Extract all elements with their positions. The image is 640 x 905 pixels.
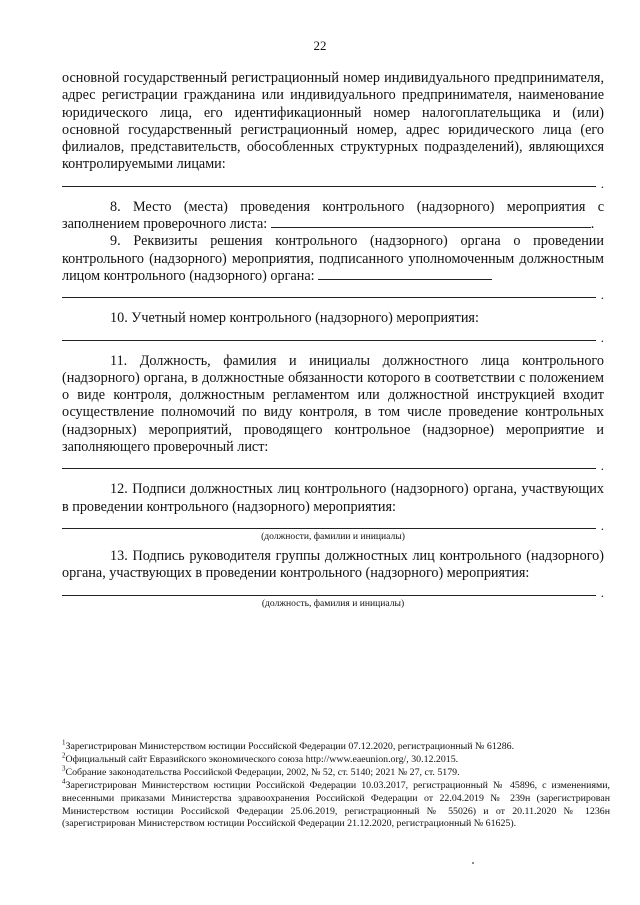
- footnote-3: [62, 764, 610, 780]
- item-10-text: 10. Учетный номер контрольного (надзорного) мероприятия:: [110, 310, 479, 327]
- fill-line-item-8[interactable]: [271, 217, 591, 228]
- fill-line-item-13[interactable]: [62, 584, 604, 600]
- line-end-dot: .: [600, 458, 604, 474]
- item-12-text: 12. Подписи должностных лиц контрольного (надзорного) органа, участвующих в проведении контрольного (надзорного) мероприятия:: [62, 481, 604, 515]
- footnote-text: Зарегистрирован Министерством юстиции Российской Федерации 10.03.2017, регистрационный № 45896, с изменениями, внесенными приказами Министерства здравоохранения Российской Федерации от 22.04.2019 № 239н (зарегистрирован Министерством юстиции Российской Федерации 25.06.2019, регистрационный № 55026) и от 20.11.2020 № 1236н (зарегистрирован Министерством юстиции Российской Федерации 21.12.2020, регистрационный № 61625).: [62, 779, 610, 830]
- intro-paragraph: основной государственный регистрационный номер индивидуального предпринимателя, адрес регистрации гражданина или индивидуального предпринимателя, наименование юридического лица, его идентификационный номер налогоплательщика и (или) основной государственный регистрационный номер, адрес юридического лица (его филиалов, представительств, обособленных структурных подразделений), являющихся контролируемыми лицами:: [62, 70, 604, 173]
- scan-speck: [472, 862, 474, 864]
- item-9-text: [62, 233, 604, 285]
- fill-line-item-10[interactable]: [62, 329, 604, 345]
- footnote-4: [62, 777, 610, 832]
- item-8-text: 8. Место (места) проведения контрольного (надзорного) мероприятия с заполнением проверочного листа: .: [62, 198, 604, 233]
- footnote-text: Зарегистрирован Министерством юстиции Российской Федерации 07.12.2020, регистрационный № 61286.: [65, 741, 515, 752]
- caption-item-13: (должность, фамилия и инициалы): [261, 597, 405, 609]
- line-end-dot: .: [600, 175, 604, 191]
- fill-line-item-11[interactable]: [62, 458, 604, 474]
- footnote-2: [62, 751, 610, 767]
- footnote-mark: 1: [62, 738, 66, 747]
- page-number: 22: [313, 38, 327, 53]
- footnote-mark: 2: [62, 751, 66, 760]
- caption-item-12: (должности, фамилии и инициалы): [261, 530, 405, 542]
- footnote-1: [62, 738, 610, 754]
- fill-line-item-12[interactable]: [62, 517, 604, 533]
- item-13-text: 13. Подпись руководителя группы должностных лиц контрольного (надзорного) органа, участвующих в проведении контрольного (надзорного) мероприятия:: [62, 547, 604, 582]
- footnote-mark: 4: [62, 777, 66, 786]
- line-end-dot: .: [600, 329, 604, 345]
- fill-line-intro[interactable]: [62, 175, 604, 191]
- item-11-text: 11. Должность, фамилия и инициалы должностного лица контрольного (надзорного) органа, в должностные обязанности которого в соответствии с положением о виде контроля, должностным регламентом или должностной инструкцией входит осуществление полномочий по виду контроля, в том числе проведение контрольных (надзорных) мероприятий, проводящего контрольное (надзорное) мероприятие и заполняющего проверочный лист:: [62, 352, 604, 456]
- footnote-text: Собрание законодательства Российской Федерации, 2002, № 52, ст. 5140; 2021 № 27, ст. 5179.: [65, 766, 460, 778]
- footnote-text: Официальный сайт Евразийского экономического союза http://www.eaeunion.org/, 30.12.2015.: [65, 753, 459, 765]
- fill-line-item-9-inline[interactable]: [318, 269, 492, 280]
- item-8-label: 8. Место (места) проведения контрольного (надзорного) мероприятия с заполнением проверочного листа:: [62, 198, 604, 233]
- item-9-label: 9. Реквизиты решения контрольного (надзорного) органа о проведении контрольного (надзорного) мероприятия, подписанного уполномоченным должностным лицом контрольного (надзорного) органа:: [62, 233, 604, 284]
- footnote-mark: 3: [62, 764, 66, 773]
- form-body: [62, 70, 604, 615]
- line-end-dot: .: [600, 584, 604, 600]
- footnotes: [62, 738, 610, 831]
- fill-line-item-9[interactable]: [62, 287, 604, 303]
- line-end-dot: .: [600, 517, 604, 533]
- line-end-dot: .: [600, 287, 604, 303]
